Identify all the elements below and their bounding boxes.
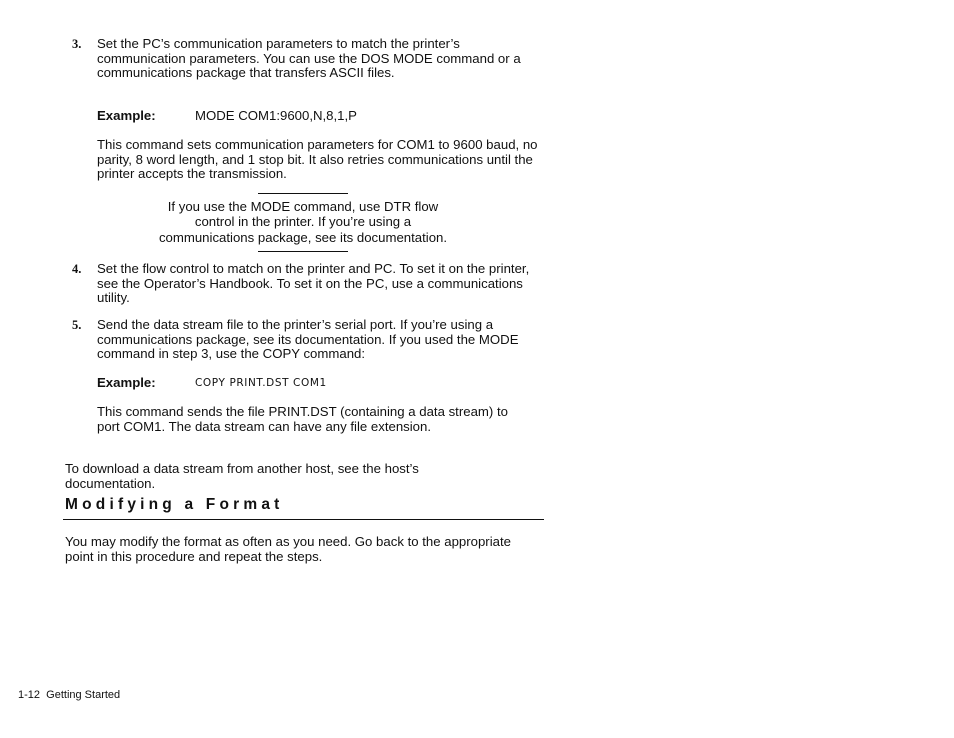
example-label: Example:	[97, 375, 156, 390]
example-line	[97, 375, 327, 391]
step-number: 3.	[72, 37, 82, 51]
example-description: This command sets communication parameters for COM1 to 9600 baud, no parity, 8 word length, and 1 stop bit. It also retries communications until the printer accepts the transmission.	[97, 137, 538, 182]
body-paragraph: You may modify the format as often as you need. Go back to the appropriate point in this procedure and repeat the steps.	[65, 534, 511, 564]
note-rule-bottom	[258, 251, 348, 252]
page-number: 1-12	[18, 689, 41, 701]
note-rule-top	[258, 193, 348, 194]
step-text: Set the PC’s communication parameters to match the printer’s communication parameters. You can use the DOS MODE command or a communications package that transfers ASCII files.	[97, 36, 521, 81]
section-heading: Modifying a Format	[65, 496, 284, 513]
page-footer	[18, 688, 120, 703]
step-text: Set the flow control to match on the printer and PC. To set it on the printer, see the Operator’s Handbook. To set it on the PC, use a communications utility.	[97, 261, 530, 306]
example-label: Example:	[97, 108, 156, 123]
example-command: COPY PRINT.DST COM1	[195, 377, 327, 389]
heading-underline	[63, 519, 544, 520]
example-line	[97, 108, 357, 124]
chapter-title: Getting Started	[46, 689, 121, 701]
step-number: 5.	[72, 318, 82, 332]
example-description: This command sends the file PRINT.DST (containing a data stream) to port COM1. The data stream can have any file extension.	[97, 404, 508, 434]
step-text: Send the data stream file to the printer’s serial port. If you’re using a communications package, see its documentation. If you used the MODE command in step 3, use the COPY command:	[97, 317, 519, 362]
note-line: If you use the MODE command, use DTR flow	[167, 199, 439, 214]
body-paragraph: To download a data stream from another host, see the host’s documentation.	[65, 461, 419, 491]
note-line: control in the printer. If you’re using a	[194, 214, 412, 229]
note-line: communications package, see its documentation.	[158, 230, 448, 245]
step-number: 4.	[72, 262, 82, 276]
example-command: MODE COM1:9600,N,8,1,P	[195, 108, 357, 123]
